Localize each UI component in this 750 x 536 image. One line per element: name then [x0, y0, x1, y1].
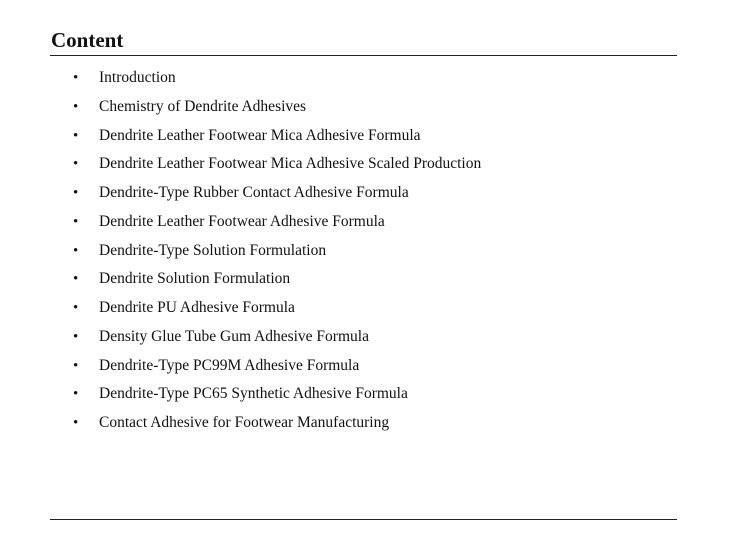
bullet-icon: •	[73, 156, 79, 173]
bullet-icon: •	[73, 415, 79, 431]
bullet-icon: •	[73, 271, 79, 288]
bullet-icon: •	[73, 328, 79, 345]
list-item-text: Introduction	[99, 69, 176, 86]
bullet-icon: •	[73, 357, 79, 374]
bullet-icon: •	[73, 185, 79, 201]
list-item-text: Dendrite PU Adhesive Formula	[99, 299, 295, 316]
list-item-text: Dendrite-Type Rubber Contact Adhesive Formula	[99, 184, 409, 201]
bullet-icon: •	[73, 127, 79, 144]
list-item-text: Dendrite Leather Footwear Mica Adhesive Formula	[99, 126, 421, 144]
footer-divider	[50, 519, 677, 520]
bullet-icon: •	[73, 98, 79, 115]
bullet-icon: •	[73, 213, 79, 230]
bullet-icon: •	[73, 70, 79, 86]
bullet-icon: •	[73, 300, 79, 316]
bullet-icon: •	[73, 242, 79, 259]
list-item-text: Dendrite Solution Formulation	[99, 270, 291, 288]
list-item-text: Dendrite Leather Footwear Adhesive Formula	[99, 212, 385, 230]
list-item-text: Dendrite Leather Footwear Mica Adhesive Scaled Production	[99, 155, 482, 173]
list-item-text: Chemistry of Dendrite Adhesives	[99, 97, 307, 115]
list-item-text: Dendrite-Type PC65 Synthetic Adhesive Formula	[99, 385, 408, 403]
list-item-text: Density Glue Tube Gum Adhesive Formula	[99, 327, 369, 345]
list-item-text: Dendrite-Type Solution Formulation	[99, 241, 327, 259]
list-item-text: Dendrite-Type PC99M Adhesive Formula	[99, 356, 360, 374]
title-divider	[50, 55, 677, 56]
page-title: Content	[51, 28, 124, 52]
list-item-text: Contact Adhesive for Footwear Manufacturing	[99, 414, 390, 431]
bullet-icon: •	[73, 386, 79, 403]
